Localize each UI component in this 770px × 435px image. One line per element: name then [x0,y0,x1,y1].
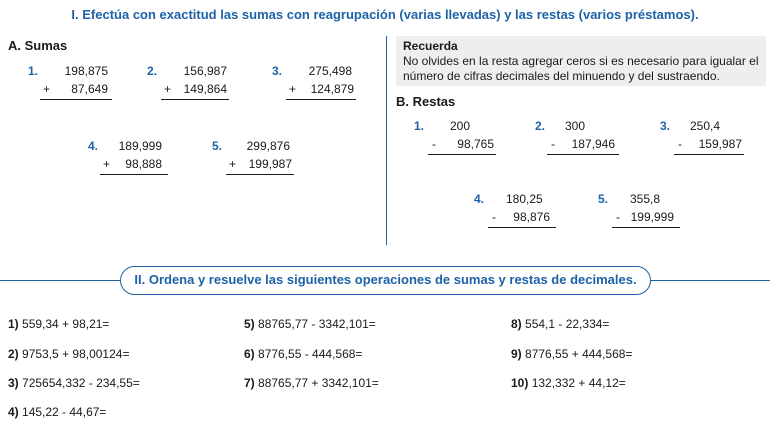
exercise-4 [8,405,106,419]
exercise-5-expression: 88765,77 - 3342,101= [258,317,376,331]
restas-heading: B. Restas [396,94,456,109]
resta-1-subtrahend: 98,765 [457,137,494,151]
suma-5-addend-b: 199,987 [248,157,292,171]
resta-2-sign: - [551,137,555,151]
resta-4-number: 4. [474,192,485,206]
recuerda-text: No olvides en la resta agregar ceros si es necesario para igualar el número de cifras decimales del minuendo y del sustraendo. [403,54,759,83]
resta-5-line [612,208,680,228]
suma-4-number: 4. [88,139,99,153]
suma-2-number: 2. [147,64,158,78]
resta-1-number: 1. [414,119,425,133]
resta-1-minuend: 200 [450,119,471,133]
resta-2-subtrahend: 187,946 [571,137,615,151]
recuerda-box [396,36,766,86]
exercise-2-expression: 9753,5 + 98,00124= [22,347,130,361]
exercise-1-expression: 559,34 + 98,21= [22,317,110,331]
exercise-1 [8,317,109,331]
exercise-10-expression: 132,332 + 44,12= [531,376,626,390]
resta-5-number: 5. [598,192,609,206]
resta-2-minuend: 300 [565,119,586,133]
exercise-5 [244,317,376,331]
suma-1-sign: + [43,82,51,96]
column-divider [386,36,387,245]
suma-2-addend-a: 156,987 [183,64,227,78]
exercise-2-number: 2) [8,347,19,361]
exercise-9 [511,347,632,361]
suma-3-addend-a: 275,498 [308,64,352,78]
exercise-8-expression: 554,1 - 22,334= [525,317,610,331]
exercise-4-expression: 145,22 - 44,67= [22,405,107,419]
exercise-3-expression: 725654,332 - 234,55= [22,376,140,390]
section-1-title: I. Efectúa con exactitud las sumas con reagrupación (varias llevadas) y las restas (varios préstamos). [71,7,699,22]
exercise-10-number: 10) [511,376,529,390]
exercise-1-number: 1) [8,317,19,331]
resta-5-minuend: 355,8 [630,192,661,206]
suma-4-addend-a: 189,999 [118,139,162,153]
sumas-heading: A. Sumas [8,38,68,53]
suma-5-line [226,155,294,175]
exercise-9-expression: 8776,55 + 444,568= [525,347,633,361]
recuerda-title: Recuerda [403,39,458,53]
resta-5-sign: - [616,210,620,224]
exercise-7-number: 7) [244,376,255,390]
exercise-10 [511,376,626,390]
suma-5-number: 5. [212,139,223,153]
suma-3-sign: + [289,82,297,96]
suma-2-sign: + [164,82,172,96]
suma-3-addend-b: 124,879 [310,82,354,96]
divider-left [0,280,122,281]
suma-3-number: 3. [272,64,283,78]
resta-5-subtrahend: 199,999 [630,210,674,224]
resta-4-sign: - [492,210,496,224]
exercise-4-number: 4) [8,405,19,419]
resta-3-subtrahend: 159,987 [698,137,742,151]
suma-1-number: 1. [28,64,39,78]
suma-1-addend-b: 87,649 [71,82,108,96]
suma-5-sign: + [229,157,237,171]
suma-4-sign: + [103,157,111,171]
resta-3-minuend: 250,4 [690,119,721,133]
exercise-5-number: 5) [244,317,255,331]
resta-2-number: 2. [535,119,546,133]
resta-1-sign: - [432,137,436,151]
suma-5-addend-a: 299,876 [246,139,290,153]
suma-3-line [286,80,356,100]
resta-3-number: 3. [660,119,671,133]
exercise-2 [8,347,129,361]
suma-1-addend-a: 198,875 [64,64,108,78]
exercise-6-number: 6) [244,347,255,361]
suma-2-addend-b: 149,864 [183,82,227,96]
suma-4-line [100,155,168,175]
exercise-3-number: 3) [8,376,19,390]
exercise-7-expression: 88765,77 + 3342,101= [258,376,379,390]
resta-3-sign: - [678,137,682,151]
exercise-3 [8,376,140,390]
resta-3-line [674,135,744,155]
suma-2-line [161,80,229,100]
section-2-title: II. Ordena y resuelve las siguientes operaciones de sumas y restas de decimales. [120,266,651,295]
exercise-6-expression: 8776,55 - 444,568= [258,347,363,361]
resta-1-line [428,135,496,155]
exercise-8-number: 8) [511,317,522,331]
exercise-7 [244,376,379,390]
exercise-8 [511,317,609,331]
exercise-6 [244,347,362,361]
suma-1-line [40,80,112,100]
exercise-9-number: 9) [511,347,522,361]
resta-4-subtrahend: 98,876 [513,210,550,224]
divider-right [649,280,770,281]
resta-2-line [547,135,619,155]
resta-4-minuend: 180,25 [506,192,543,206]
suma-4-addend-b: 98,888 [125,157,162,171]
resta-4-line [488,208,556,228]
